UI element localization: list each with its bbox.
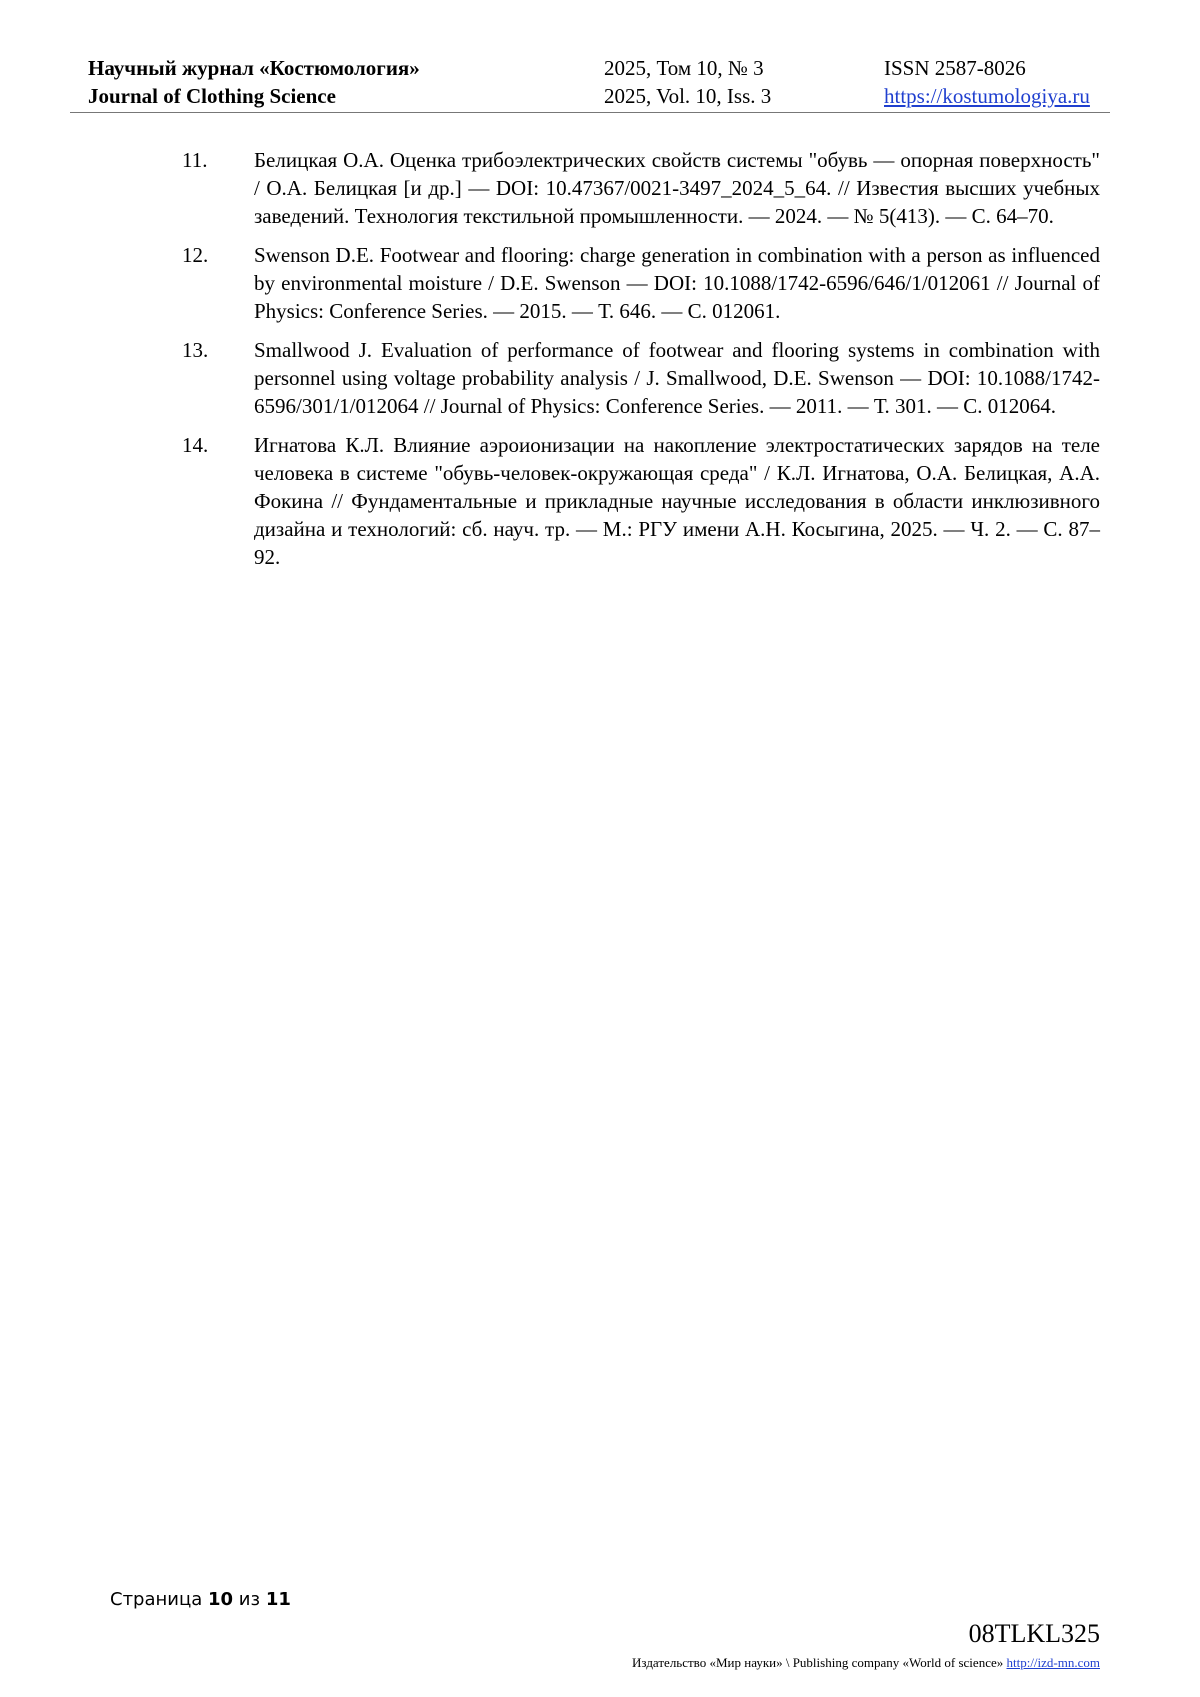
article-code: 08TLKL325 [968,1619,1100,1648]
reference-number: 13. [182,338,209,362]
reference-list [0,146,1200,582]
issue-info-ru: 2025, Том 10, № 3 [604,56,764,80]
reference-item [0,336,1200,420]
page-header [0,0,1200,115]
reference-number: 11. [182,148,208,172]
reference-item [0,146,1200,230]
journal-title-ru: Научный журнал «Костюмология» [88,56,420,80]
reference-text: Белицкая О.А. Оценка трибоэлектрических свойств системы "обувь — опорная поверхность" / О.А. Белицкая [и др.] — DOI: 10.47367/0021-3497_2024_5_64. // Известия высших учебных заведений. Технология текстильной промышленности. — 2024. — № 5(413). — С. 64–70. [254,148,1100,228]
reference-number: 12. [182,243,209,267]
journal-site-link[interactable]: https://kostumologiya.ru [884,84,1090,108]
issue-info-en: 2025, Vol. 10, Iss. 3 [604,84,772,108]
publisher-text: Издательство «Мир науки» \ Publishing company «World of science» [632,1655,1004,1670]
reference-text: Smallwood J. Evaluation of performance of footwear and flooring systems in combination with personnel using voltage probability analysis / J. Smallwood, D.E. Swenson — DOI: 10.1088/1742-6596/301/1/012064 // Journal of Physics: Conference Series. — 2011. — Т. 301. — С. 012064. [254,338,1100,418]
journal-title-en: Journal of Clothing Science [88,84,336,108]
reference-text: Игнатова К.Л. Влияние аэроионизации на накопление электростатических зарядов на теле человека в системе "обувь-человек-окружающая среда" / К.Л. Игнатова, О.А. Белицкая, А.А. Фокина // Фундаментальные и прикладные научные исследования в области инклюзивного дизайна и технологий: сб. науч. тр. — М.: РГУ имени А.Н. Косыгина, 2025. — Ч. 2. — С. 87–92. [254,433,1100,569]
reference-item [0,431,1200,571]
reference-number: 14. [182,433,209,457]
publisher-link[interactable]: http://izd-mn.com [1006,1655,1100,1670]
page-word: Страница [110,1589,203,1610]
page-of: из [238,1589,261,1610]
page-total: 11 [265,1589,291,1610]
reference-item [0,241,1200,325]
publisher-line [632,1654,1100,1672]
header-divider [70,112,1110,113]
issn: ISSN 2587-8026 [884,56,1026,80]
reference-text: Swenson D.E. Footwear and flooring: charge generation in combination with a person as influenced by environmental moisture / D.E. Swenson — DOI: 10.1088/1742-6596/646/1/012061 // Journal of Physics: Conference Series. — 2015. — Т. 646. — С. 012061. [254,243,1100,323]
page-current: 10 [208,1589,234,1610]
page-counter [110,1588,291,1612]
